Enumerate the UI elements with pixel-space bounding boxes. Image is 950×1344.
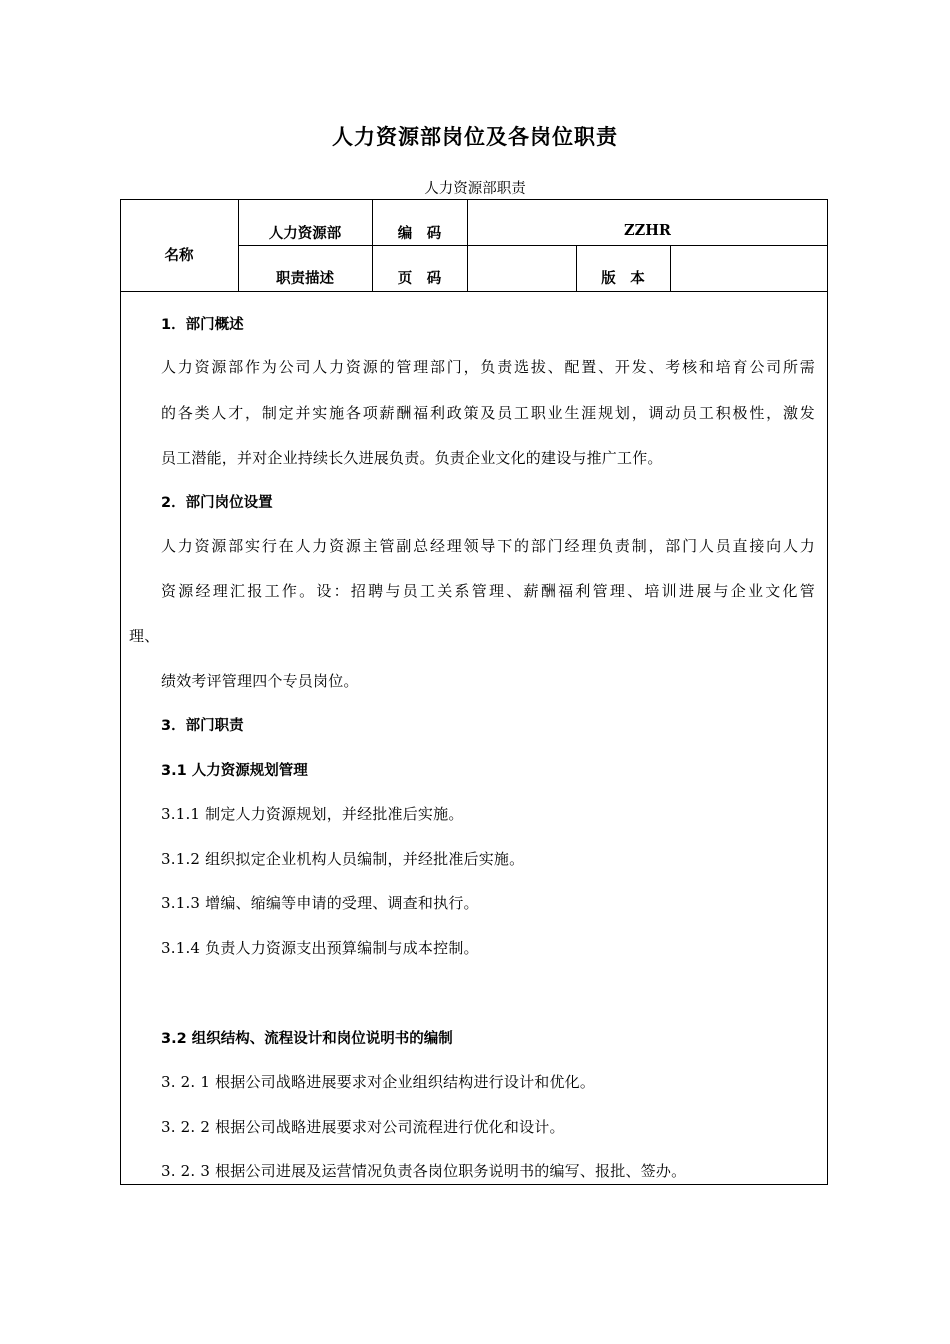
section-2-heading: 2．部门岗位设置 xyxy=(161,495,273,511)
section-3-2-item: 3. 2. 3 根据公司进展及运营情况负责各岗位职务说明书的编写、报批、签办。 xyxy=(161,1162,687,1180)
section-3-heading: 3．部门职责 xyxy=(161,718,244,734)
section-2-paragraph: 人力资源部实行在人力资源主管副总经理领导下的部门经理负责制，部门人员直接向人力 xyxy=(161,537,815,555)
dept-name-value: 人力资源部 xyxy=(268,226,342,242)
page-label: 页 码 xyxy=(397,271,442,287)
document-title: 人力资源部岗位及各岗位职责 xyxy=(332,125,618,149)
header-col-divider-5 xyxy=(670,245,671,291)
section-3-1-item: 3.1.2 组织拟定企业机构人员编制，并经批准后实施。 xyxy=(161,850,525,868)
section-1-paragraph: 员工潜能，并对企业持续长久进展负责。负责企业文化的建设与推广工作。 xyxy=(161,449,663,467)
section-3-2-item: 3. 2. 1 根据公司战略进展要求对企业组织结构进行设计和优化。 xyxy=(161,1073,596,1091)
section-3-1-item: 3.1.4 负责人力资源支出预算编制与成本控制。 xyxy=(161,939,479,957)
code-label: 编 码 xyxy=(397,226,442,242)
section-3-2-item: 3. 2. 2 根据公司战略进展要求对公司流程进行优化和设计。 xyxy=(161,1118,565,1136)
section-3-2-heading: 3.2 组织结构、流程设计和岗位说明书的编制 xyxy=(161,1031,453,1047)
code-value: ZZHR xyxy=(624,222,671,239)
document-subtitle: 人力资源部职责 xyxy=(424,181,526,197)
section-2-paragraph: 资源经理汇报工作。设：招聘与员工关系管理、薪酬福利管理、培训进展与企业文化管 xyxy=(161,582,815,600)
section-2-paragraph: 理、 xyxy=(129,627,160,645)
section-1-paragraph: 的各类人才，制定并实施各项薪酬福利政策及员工职业生涯规划，调动员工积极性，激发 xyxy=(161,404,815,422)
version-label: 版 本 xyxy=(601,271,645,287)
section-3-1-heading: 3.1 人力资源规划管理 xyxy=(161,763,308,779)
section-3-1-item: 3.1.3 增编、缩编等申请的受理、调查和执行。 xyxy=(161,894,479,912)
section-2-paragraph: 绩效考评管理四个专员岗位。 xyxy=(161,672,359,690)
section-1-paragraph: 人力资源部作为公司人力资源的管理部门，负责选拔、配置、开发、考核和培育公司所需 xyxy=(161,358,815,376)
name-label: 名称 xyxy=(164,248,194,264)
header-row-divider xyxy=(238,245,828,246)
header-bottom-line xyxy=(120,291,828,292)
section-1-heading: 1．部门概述 xyxy=(161,317,244,333)
header-col-divider-3 xyxy=(467,199,468,291)
dept-desc-value: 职责描述 xyxy=(276,271,334,287)
section-3-1-item: 3.1.1 制定人力资源规划，并经批准后实施。 xyxy=(161,805,464,823)
